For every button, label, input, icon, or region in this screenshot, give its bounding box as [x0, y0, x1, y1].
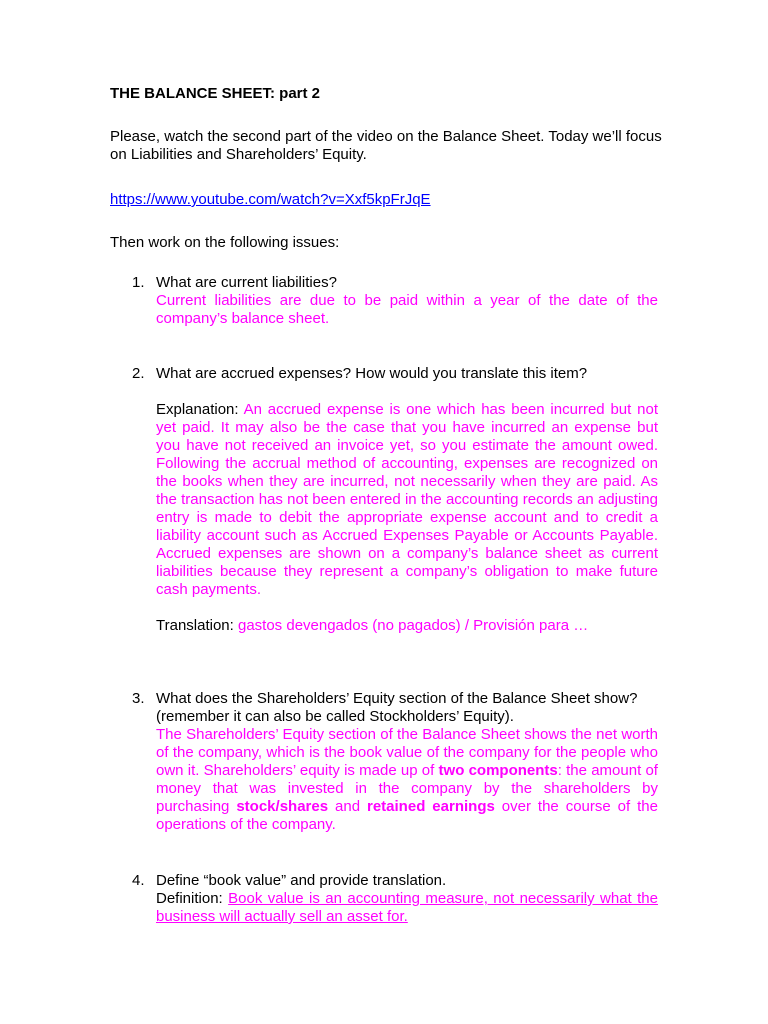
question-text: What are accrued expenses? How would you translate this item? [156, 365, 588, 382]
translation-text: gastos devengados (no pagados) / Provisión para … [237, 617, 589, 634]
answer-segment: and [328, 798, 367, 815]
question-number: 1. [132, 274, 145, 291]
question-number: 3. [132, 690, 145, 707]
question-item-2 [110, 365, 658, 635]
question-item-4 [110, 872, 658, 926]
question-number: 4. [132, 872, 145, 889]
question-text: Define “book value” and provide translation. [156, 872, 447, 889]
translation-label: Translation: [156, 617, 238, 634]
answer-segment: over the course of the operations of the company. [156, 798, 658, 833]
answer-emphasis: retained earnings [367, 798, 495, 815]
answer-emphasis: stock/shares [236, 798, 329, 815]
explanation-block [156, 401, 658, 599]
video-link[interactable]: https://www.youtube.com/watch?v=Xxf5kpFrJqE [110, 191, 431, 208]
question-text: What does the Shareholders’ Equity section of the Balance Sheet show? (remember it can also be called Stockholders’ Equity). [156, 690, 638, 725]
question-text: What are current liabilities? [156, 274, 337, 291]
question-number: 2. [132, 365, 145, 382]
explanation-label: Explanation: [156, 401, 244, 418]
definition-label: Definition: [156, 890, 229, 907]
answer-segment: : the amount of money that was invested in the company by the shareholders by purchasing [156, 762, 658, 815]
definition-block [156, 890, 658, 926]
question-item-3 [110, 690, 658, 834]
answer-text [156, 726, 658, 834]
answer-text: Current liabilities are due to be paid within a year of the date of the company’s balance sheet. [156, 292, 658, 327]
explanation-text: An accrued expense is one which has been incurred but not yet paid. It may also be the case that you have incurred an expense but you have not received an invoice yet, so you estimate the amount owed. Following the accrual method of accounting, expenses are recognized on the books when they are incurred, not necessarily when they are paid. As the transaction has not been entered in the accounting records an adjusting entry is made to debit the appropriate expense account and to credit a liability account such as Accrued Expenses Payable or Accounts Payable. Accrued expenses are shown on a company’s balance sheet as current liabilities because they represent a company’s obligation to make future cash payments. [156, 401, 658, 598]
intro-paragraph: Please, watch the second part of the video on the Balance Sheet. Today we’ll focus on Liabilities and Shareholders’ Equity. [110, 128, 662, 163]
instruction-text: Then work on the following issues: [110, 234, 340, 251]
answer-segment: The Shareholders’ Equity section of the Balance Sheet shows the net worth of the company, which is the book value of the company for the people who own it. Shareholders’ equity is made up of [156, 726, 658, 779]
document-title: THE BALANCE SHEET: part 2 [110, 85, 321, 102]
definition-text: Book value is an accounting measure, not necessarily what the business will actually sell an asset for. [156, 890, 658, 925]
question-item-1 [110, 274, 658, 328]
answer-emphasis: two components [438, 762, 558, 779]
translation-block [156, 617, 658, 635]
